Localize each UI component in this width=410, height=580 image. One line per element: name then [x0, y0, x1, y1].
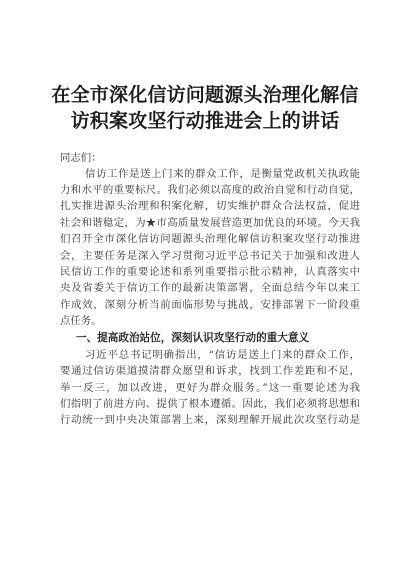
body-line: 民信访工作的重要论述和系列重要指示批示精神，认真落实中 — [60, 266, 360, 278]
body-line: 力和水平的重要标尺。我们必须以高度的政治自觉和行动自觉， — [60, 184, 360, 196]
body-line: 信访工作是送上门来的群众工作，是衡量党政机关执政能 — [85, 168, 360, 180]
body-line: 社会和谐稳定，为★市高质量发展营造更加优良的环境。今天我 — [60, 217, 360, 229]
body-line: 举一反三，加以改进，更好为群众服务。”这一重要论述为我 — [60, 382, 360, 394]
section-heading: 一、提高政治站位，深刻认识攻坚行动的重大意义 — [76, 332, 310, 344]
body-line: 们召开全市深化信访问题源头治理化解信访积案攻坚行动推进 — [60, 233, 360, 245]
body-line: 扎实推进源头治理和积案化解，切实维护群众合法权益，促进 — [60, 200, 360, 212]
body-line: 会，主要任务是深入学习贯彻习近平总书记关于加强和改进人 — [60, 250, 360, 262]
body-line: 点任务。 — [60, 315, 102, 327]
body-line: 们指明了前进方向、提供了根本遵循。因此，我们必须将思想和 — [60, 398, 360, 410]
body-line: 作成效，深刻分析当前面临形势与挑战，安排部署下一阶段重 — [60, 299, 360, 311]
body-line: 央及省委关于信访工作的最新决策部署，全面总结今年以来工 — [60, 282, 360, 294]
body-line: 习近平总书记明确指出，“信访是送上门来的群众工作， — [85, 349, 360, 361]
salutation: 同志们： — [60, 152, 102, 164]
body-line: 行动统一到中央决策部署上来，深刻理解开展此次攻坚行动是 — [60, 414, 360, 426]
document-title-line-1: 在全市深化信访问题源头治理化解信 — [51, 84, 359, 106]
body-line: 要通过信访渠道摸清群众愿望和诉求，找到工作差距和不足， — [60, 365, 360, 377]
document-title-line-2: 访积案攻坚行动推进会上的讲话 — [70, 110, 340, 132]
